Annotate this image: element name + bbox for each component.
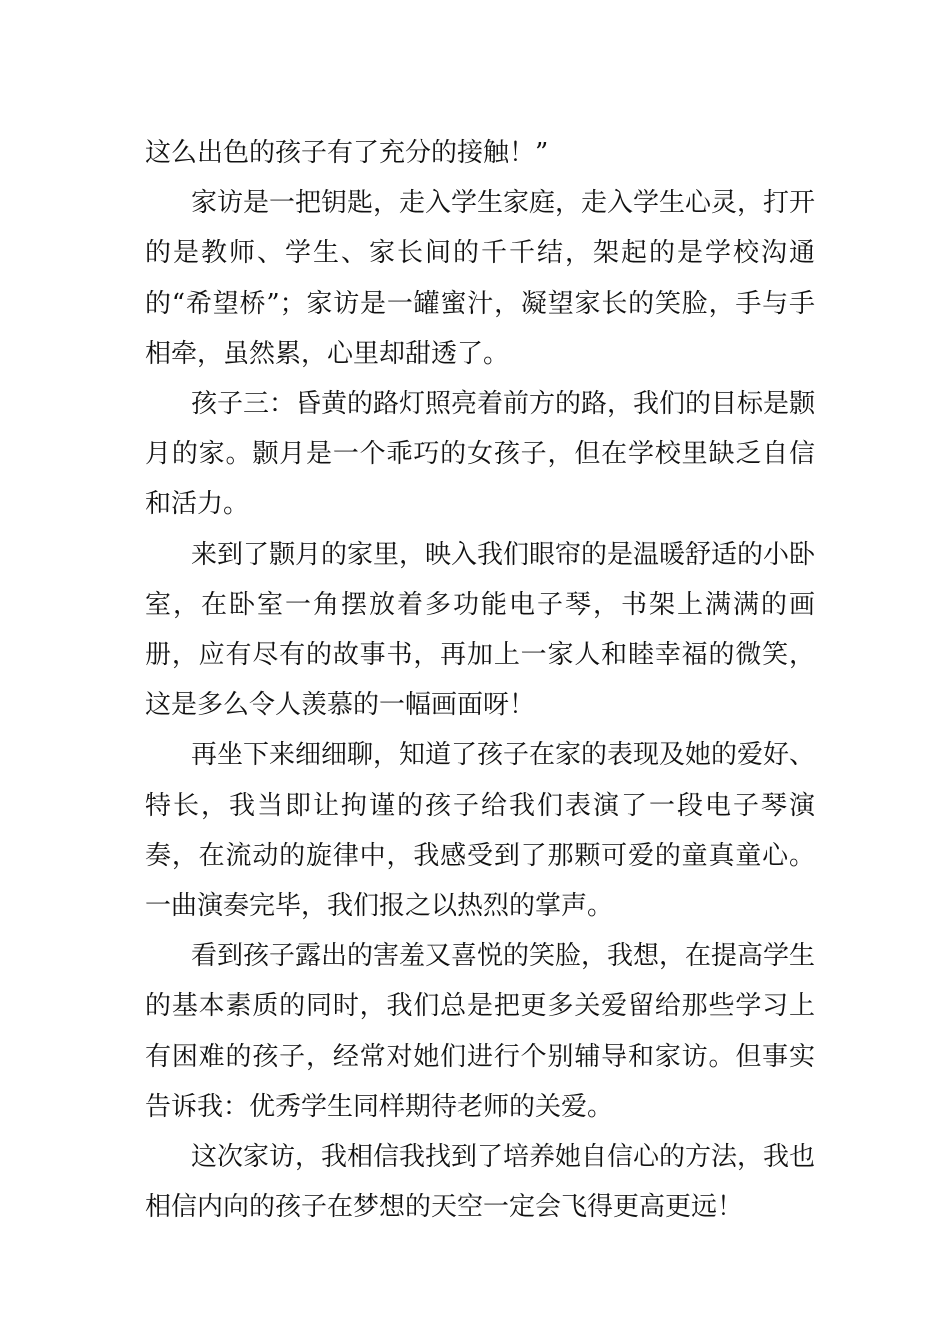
paragraph-6: 看到孩子露出的害羞又喜悦的笑脸，我想，在提高学生的基本素质的同时，我们总是把更多关爱留给那些学习上有困难的孩子，经常对她们进行个别辅导和家访。但事实告诉我：优秀学生同样期待老师的关爱。 — [145, 941, 816, 1122]
paragraph-4: 来到了颢月的家里，映入我们眼帘的是温暖舒适的小卧室，在卧室一角摆放着多功能电子琴，书架上满满的画册，应有尽有的故事书，再加上一家人和睦幸福的微笑，这是多么令人羡慕的一幅画面呀！ — [145, 539, 816, 721]
paragraph-3: 孩子三：昏黄的路灯照亮着前方的路，我们的目标是颢月的家。颢月是一个乖巧的女孩子，但在学校里缺乏自信和活力。 — [145, 389, 816, 520]
paragraph-7: 这次家访，我相信我找到了培养她自信心的方法，我也相信内向的孩子在梦想的天空一定会飞得更高更远！ — [145, 1142, 816, 1223]
paragraph-5: 再坐下来细细聊，知道了孩子在家的表现及她的爱好、特长，我当即让拘谨的孩子给我们表演了一段电子琴演奏，在流动的旋律中，我感受到了那颗可爱的童真童心。一曲演奏完毕，我们报之以热烈的掌声。 — [145, 740, 816, 922]
paragraph-2: 家访是一把钥匙，走入学生家庭，走入学生心灵，打开的是教师、学生、家长间的千千结，架起的是学校沟通的“希望桥”；家访是一罐蜜汁，凝望家长的笑脸，手与手相牵，虽然累，心里却甜透了。 — [145, 188, 816, 369]
paragraph-1: 这么出色的孩子有了充分的接触！” — [145, 138, 549, 168]
document-body — [145, 128, 815, 1232]
